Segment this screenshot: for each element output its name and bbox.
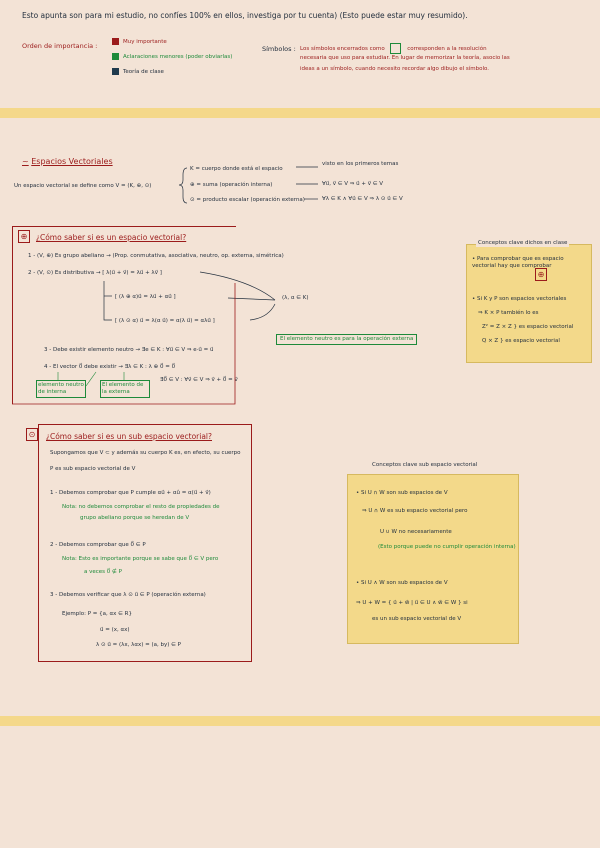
q2-p2-note1: Nota: Esto es importante porque se sabe que 0⃗ ∈ V pero bbox=[62, 556, 219, 562]
q2-p2: 2 - Debemos comprobar que 0⃗ ∈ P bbox=[50, 542, 146, 548]
q1-step1: 1 - (V, ⊕) Es grupo abeliano → (Prop. conmutativa, asociativa, neutro, op. externa, simétrica) bbox=[28, 253, 284, 259]
side1-b2: • Si K y P son espacios vectoriales bbox=[472, 296, 567, 302]
q2-p1-note2: grupo abeliano porque se heredan de V bbox=[80, 515, 190, 521]
side2-title: Conceptos clave sub espacio vectorial bbox=[372, 462, 478, 468]
side2-a3: U ∪ W no necesariamente bbox=[380, 529, 452, 535]
q2-p3: 3 - Debemos verificar que λ ⊙ u⃗ ∈ P (operación externa) bbox=[50, 592, 206, 598]
side1-b2c: Z² = Z × Z } es espacio vectorial bbox=[482, 324, 574, 330]
side2-b1: • Si U ∧ W son sub espacios de V bbox=[356, 580, 448, 586]
q1-step3: 3 - Debe existir elemento neutro → ∃e ∈ K : ∀u⃗ ∈ V ⇒ e·u⃗ = u⃗ bbox=[44, 347, 214, 353]
side2-a4: (Esto porque puede no cumplir operación interna) bbox=[378, 544, 516, 550]
simbolos-title: Símbolos : bbox=[262, 45, 296, 53]
q1-step4: 4 - El vector 0⃗ debe existir → ∃λ ∈ K : λ ⊕ 0⃗ = 0⃗ bbox=[44, 364, 176, 370]
q2-p1-note1: Nota: no debemos comprobar el resto de propiedades de bbox=[62, 504, 220, 510]
section1-definition: Un espacio vectorial se define como V = (K, ⊕, ⊙) bbox=[14, 183, 152, 189]
q1-tag-interna: elemento neutro de interna bbox=[36, 380, 86, 398]
legend-item-red: Muy importante bbox=[112, 38, 167, 46]
top-note: Esto apunta son para mi estudio, no confíes 100% en ellos, investiga por tu cuenta) (Esto puede estar muy resumido). bbox=[22, 11, 468, 20]
q2-title: ¿Cómo saber si es un sub espacio vectorial? bbox=[46, 432, 212, 441]
legend-item-green: Aclaraciones menores (poder obviarlas) bbox=[112, 53, 232, 61]
side1-b2b: ⇒ K × P también lo es bbox=[478, 310, 539, 316]
q2-ex2: u⃗ = (x, αx) bbox=[100, 627, 130, 633]
def-item-2: ⊙ = producto escalar (operación externa) bbox=[190, 197, 305, 203]
q2-intro1: Supongamos que V ⊂ y además su cuerpo K es, en efecto, su cuerpo bbox=[50, 450, 241, 456]
q1-step2-result: (λ, α ∈ K) bbox=[282, 295, 309, 301]
q1-tag-externa: El elemento de la externa bbox=[100, 380, 150, 398]
def-item-0: K = cuerpo donde está el espacio bbox=[190, 166, 283, 172]
def-result-2: ∀λ ∈ K ∧ ∀u⃗ ∈ V ⇒ λ ⊙ u⃗ ∈ V bbox=[322, 196, 403, 202]
legend-title: Orden de importancia : bbox=[22, 42, 98, 50]
q1-step3-note: El elemento neutro es para la operación externa bbox=[276, 334, 417, 345]
def-item-1: ⊕ = suma (operación interna) bbox=[190, 182, 273, 188]
section1-title: ~ Espacios Vectoriales bbox=[22, 157, 113, 166]
simbolos-line3: ideas a un símbolo, cuando necesito recordar algo dibujo el símbolo. bbox=[300, 66, 490, 72]
q2-ex3: λ ⊙ u⃗ = (λx, λαx) = (a, by) ∈ P bbox=[96, 642, 181, 648]
side2-b2: ⇒ U + W = { u⃗ + w⃗ | u⃗ ∈ U ∧ w⃗ ∈ W } si bbox=[356, 600, 468, 606]
q2-sigma-icon: ⊙ bbox=[26, 428, 38, 441]
q1-step2b: [ (λ ⊕ α)u⃗ = λu⃗ + αu⃗ ] bbox=[115, 294, 176, 300]
side1-sigma-icon: ⊕ bbox=[535, 268, 547, 281]
q2-p1: 1 - Debemos comprobar que P cumple αu⃗ + αû = α(u⃗ + v⃗) bbox=[50, 490, 211, 496]
q2-ex1: Ejemplo: P = {a, αx ∈ R} bbox=[62, 611, 133, 617]
simbolos-line2: necesaria que uso para estudiar. En lugar de memorizar la teoría, asocio las bbox=[300, 55, 510, 61]
def-result-0: visto en los primeros temas bbox=[322, 161, 399, 167]
side2-a1: • Si U ∩ W son sub espacios de V bbox=[356, 490, 448, 496]
legend-item-blue: Teoría de clase bbox=[112, 68, 164, 76]
q2-p2-note2: a veces 0⃗ ∉ P bbox=[84, 569, 122, 575]
side2-b3: es un sub espacio vectorial de V bbox=[372, 616, 462, 622]
q1-step4b: ∃0⃗ ∈ V : ∀v⃗ ∈ V ⇒ v⃗ + 0⃗ = v⃗ bbox=[160, 377, 238, 383]
sigma-symbol-icon: ⊕ bbox=[18, 230, 30, 243]
section-marker-icon: ~ bbox=[22, 157, 29, 166]
q1-step2: 2 - (V, ⊙) Es distributiva → [ λ(u⃗ + v⃗) = λu⃗ + λv⃗ ] bbox=[28, 270, 162, 276]
side1-b2d: Q × Z } es espacio vectorial bbox=[482, 338, 560, 344]
side1-b1: • Para comprobar que es espacio vectorial hay que comprobar bbox=[472, 256, 564, 269]
side2-a2: ⇒ U ∩ W es sub espacio vectorial pero bbox=[362, 508, 468, 514]
simbolos-line1: Los símbolos encerrados como corresponden a la resolución bbox=[300, 43, 487, 54]
q2-intro2: P es sub espacio vectorial de V bbox=[50, 466, 136, 472]
q1-title: ¿Cómo saber si es un espacio vectorial? bbox=[36, 233, 187, 242]
side1-title: Conceptos clave dichos en clase bbox=[478, 240, 568, 246]
q1-step2c: [ (λ ⊙ α) u⃗ = λ(α u⃗) = α(λ u⃗) = αλu⃗ ] bbox=[115, 318, 215, 324]
def-result-1: ∀u⃗, v⃗ ∈ V ⇒ u⃗ + v⃗ ∈ V bbox=[322, 181, 384, 187]
